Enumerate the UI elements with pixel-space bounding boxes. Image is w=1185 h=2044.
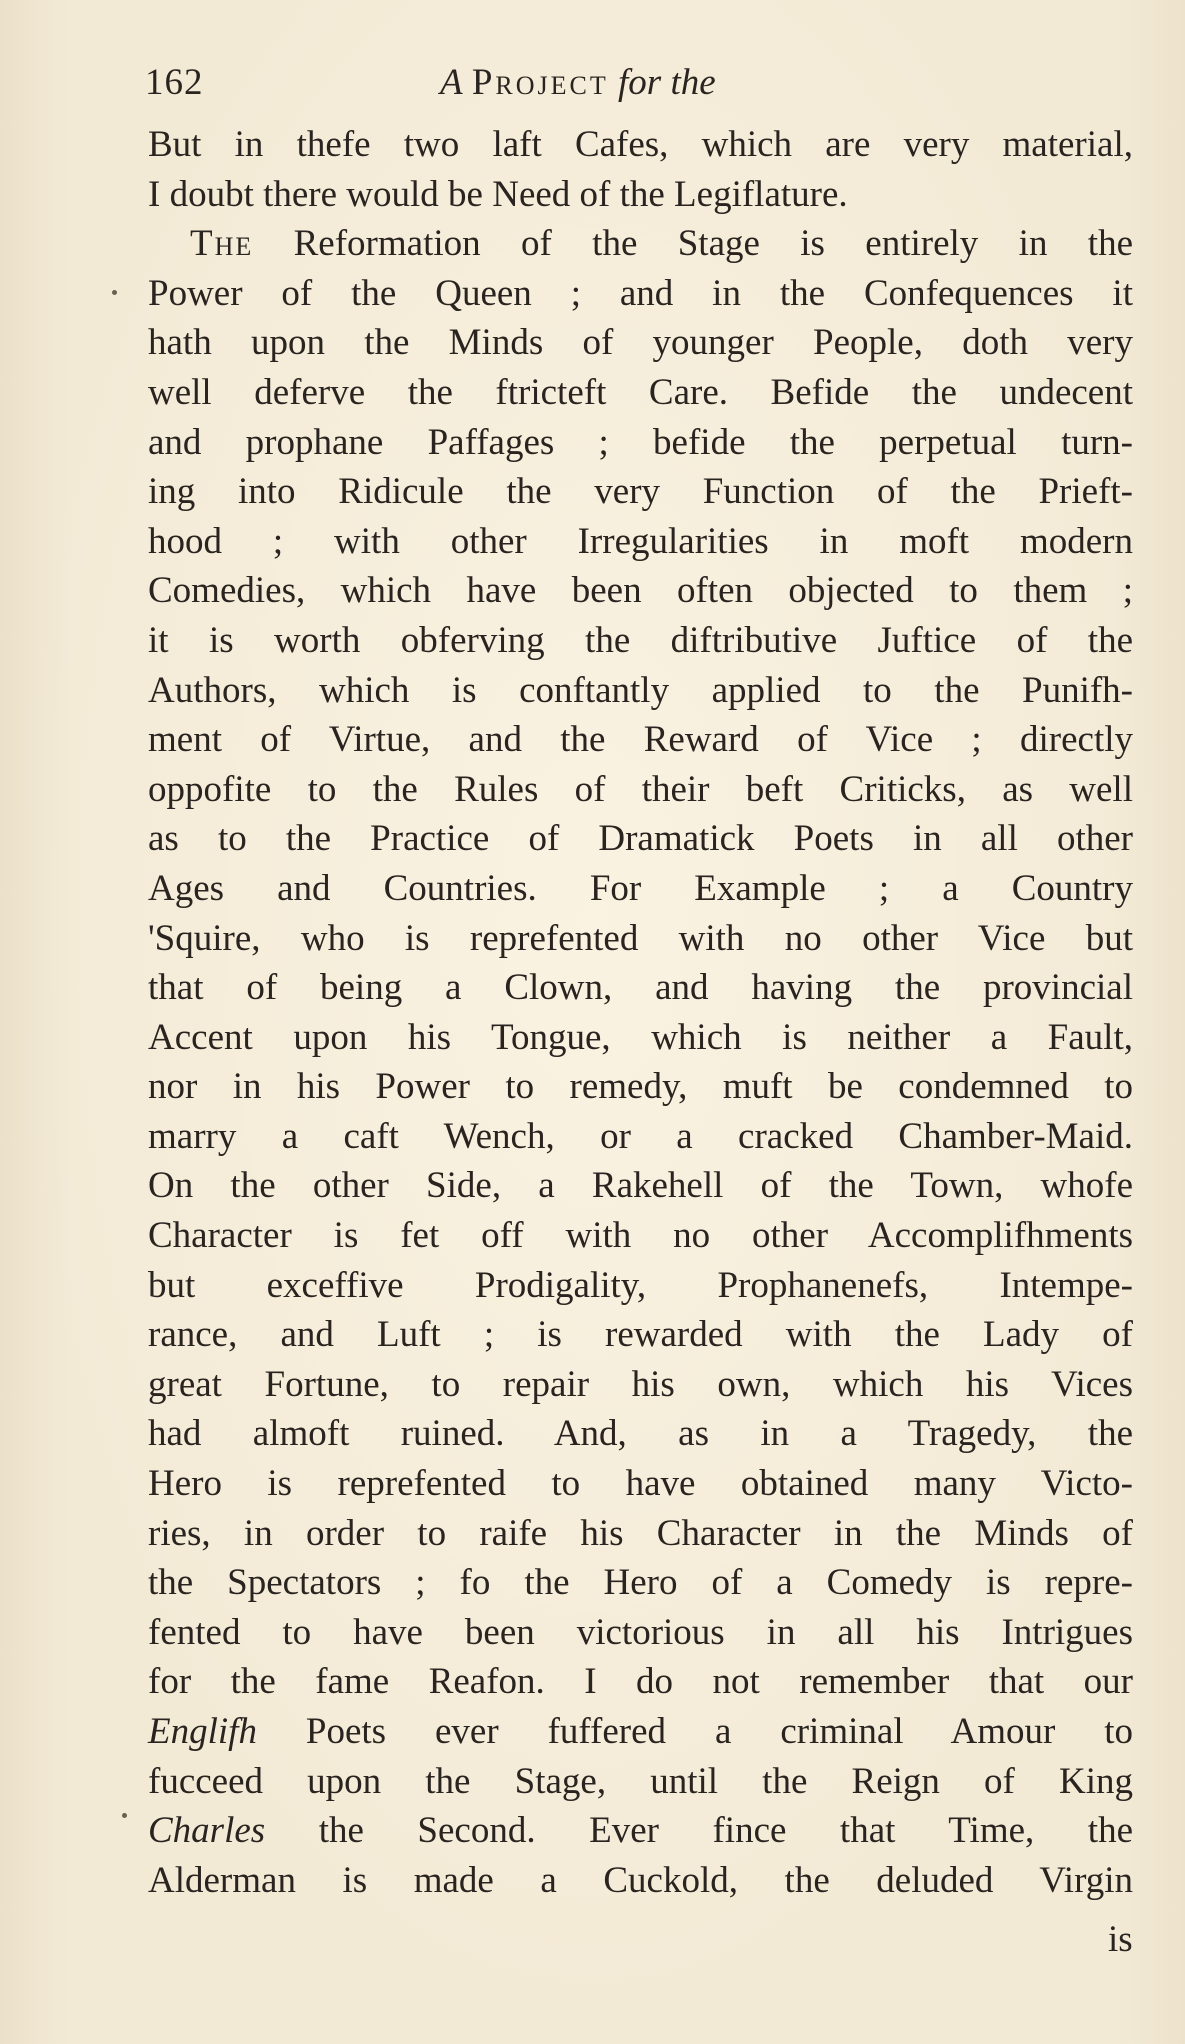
text-line-rest: Poets ever fuffered a criminal Amour to — [305, 1711, 1134, 1752]
text-line: well deferve the ftricteft Care. Befide the undecent — [148, 371, 1133, 413]
text-line: ries, in order to raife his Character in the Minds of — [148, 1512, 1133, 1554]
paragraph-lead-word: The — [190, 223, 254, 265]
text-line: But in thefe two laft Cafes, which are very material, — [148, 124, 1133, 165]
text-line: Character is fet off with no other Accomplifhments — [148, 1215, 1133, 1257]
running-title — [440, 58, 716, 108]
text-line: nor in his Power to remedy, muft be condemned to — [148, 1066, 1133, 1108]
running-title-main: Project — [471, 62, 609, 103]
text-line: rance, and Luft ; is rewarded with the Lady of — [148, 1314, 1133, 1356]
text-line: Comedies, which have been often objected to them ; — [148, 570, 1133, 612]
running-head — [145, 58, 885, 108]
text-line: Accent upon his Tongue, which is neither a Fault, — [148, 1016, 1133, 1058]
catchword: is — [1108, 1919, 1133, 1960]
text-line: oppofite to the Rules of their beft Criticks, as well — [148, 768, 1133, 810]
text-line: for the fame Reafon. I do not remember that our — [148, 1661, 1133, 1703]
text-line — [148, 1707, 1133, 1757]
text-line — [148, 219, 1133, 269]
text-line: had almoft ruined. And, as in a Tragedy, the — [148, 1413, 1133, 1455]
text-line: hood ; with other Irregularities in moft modern — [148, 520, 1133, 562]
text-line-rest: Reformation of the Stage is entirely in the — [293, 223, 1133, 265]
text-line: and prophane Paffages ; befide the perpetual turn- — [148, 421, 1133, 463]
text-line: 'Squire, who is reprefented with no other Vice but — [148, 917, 1133, 959]
text-line: that of being a Clown, and having the provincial — [148, 967, 1133, 1009]
text-line-rest: the Second. Ever fince that Time, the — [318, 1810, 1133, 1852]
text-line: great Fortune, to repair his own, which his Vices — [148, 1363, 1133, 1405]
running-title-rest: for the — [618, 62, 716, 103]
text-line: I doubt there would be Need of the Legiflature. — [148, 173, 848, 215]
text-line: but exceffive Prodigality, Prophanenefs, Intempe- — [148, 1264, 1133, 1306]
text-line: Ages and Countries. For Example ; a Country — [148, 867, 1133, 909]
text-line: Authors, which is conftantly applied to the Punifh- — [148, 669, 1133, 711]
text-line: On the other Side, a Rakehell of the Town, whofe — [148, 1165, 1133, 1207]
running-title-article: A — [440, 62, 463, 103]
text-line: Power of the Queen ; and in the Confequences it — [148, 272, 1133, 314]
text-line: marry a caft Wench, or a cracked Chamber-Maid. — [148, 1115, 1133, 1157]
text-line: it is worth obferving the diftributive Juftice of the — [148, 619, 1133, 661]
text-line: fented to have been victorious in all his Intrigues — [148, 1611, 1133, 1653]
text-line: hath upon the Minds of younger People, doth very — [148, 322, 1133, 364]
text-line: the Spectators ; fo the Hero of a Comedy is repre- — [148, 1562, 1133, 1604]
page-number: 162 — [145, 62, 204, 103]
margin-ink-mark — [122, 1813, 127, 1818]
italic-word-english: Englifh — [148, 1711, 257, 1752]
text-line — [148, 1806, 1133, 1856]
text-line: Hero is reprefented to have obtained many Victo- — [148, 1463, 1133, 1505]
text-line: ment of Virtue, and the Reward of Vice ; directly — [148, 719, 1133, 761]
text-line: as to the Practice of Dramatick Poets in all other — [148, 818, 1133, 860]
italic-word-charles: Charles — [148, 1810, 266, 1852]
text-line: ing into Ridicule the very Function of the Prieft- — [148, 471, 1133, 513]
text-body — [148, 120, 1133, 1905]
text-line: Alderman is made a Cuckold, the deluded Virgin — [148, 1859, 1133, 1901]
text-line: fucceed upon the Stage, until the Reign of King — [148, 1760, 1133, 1802]
margin-ink-mark — [112, 290, 117, 295]
